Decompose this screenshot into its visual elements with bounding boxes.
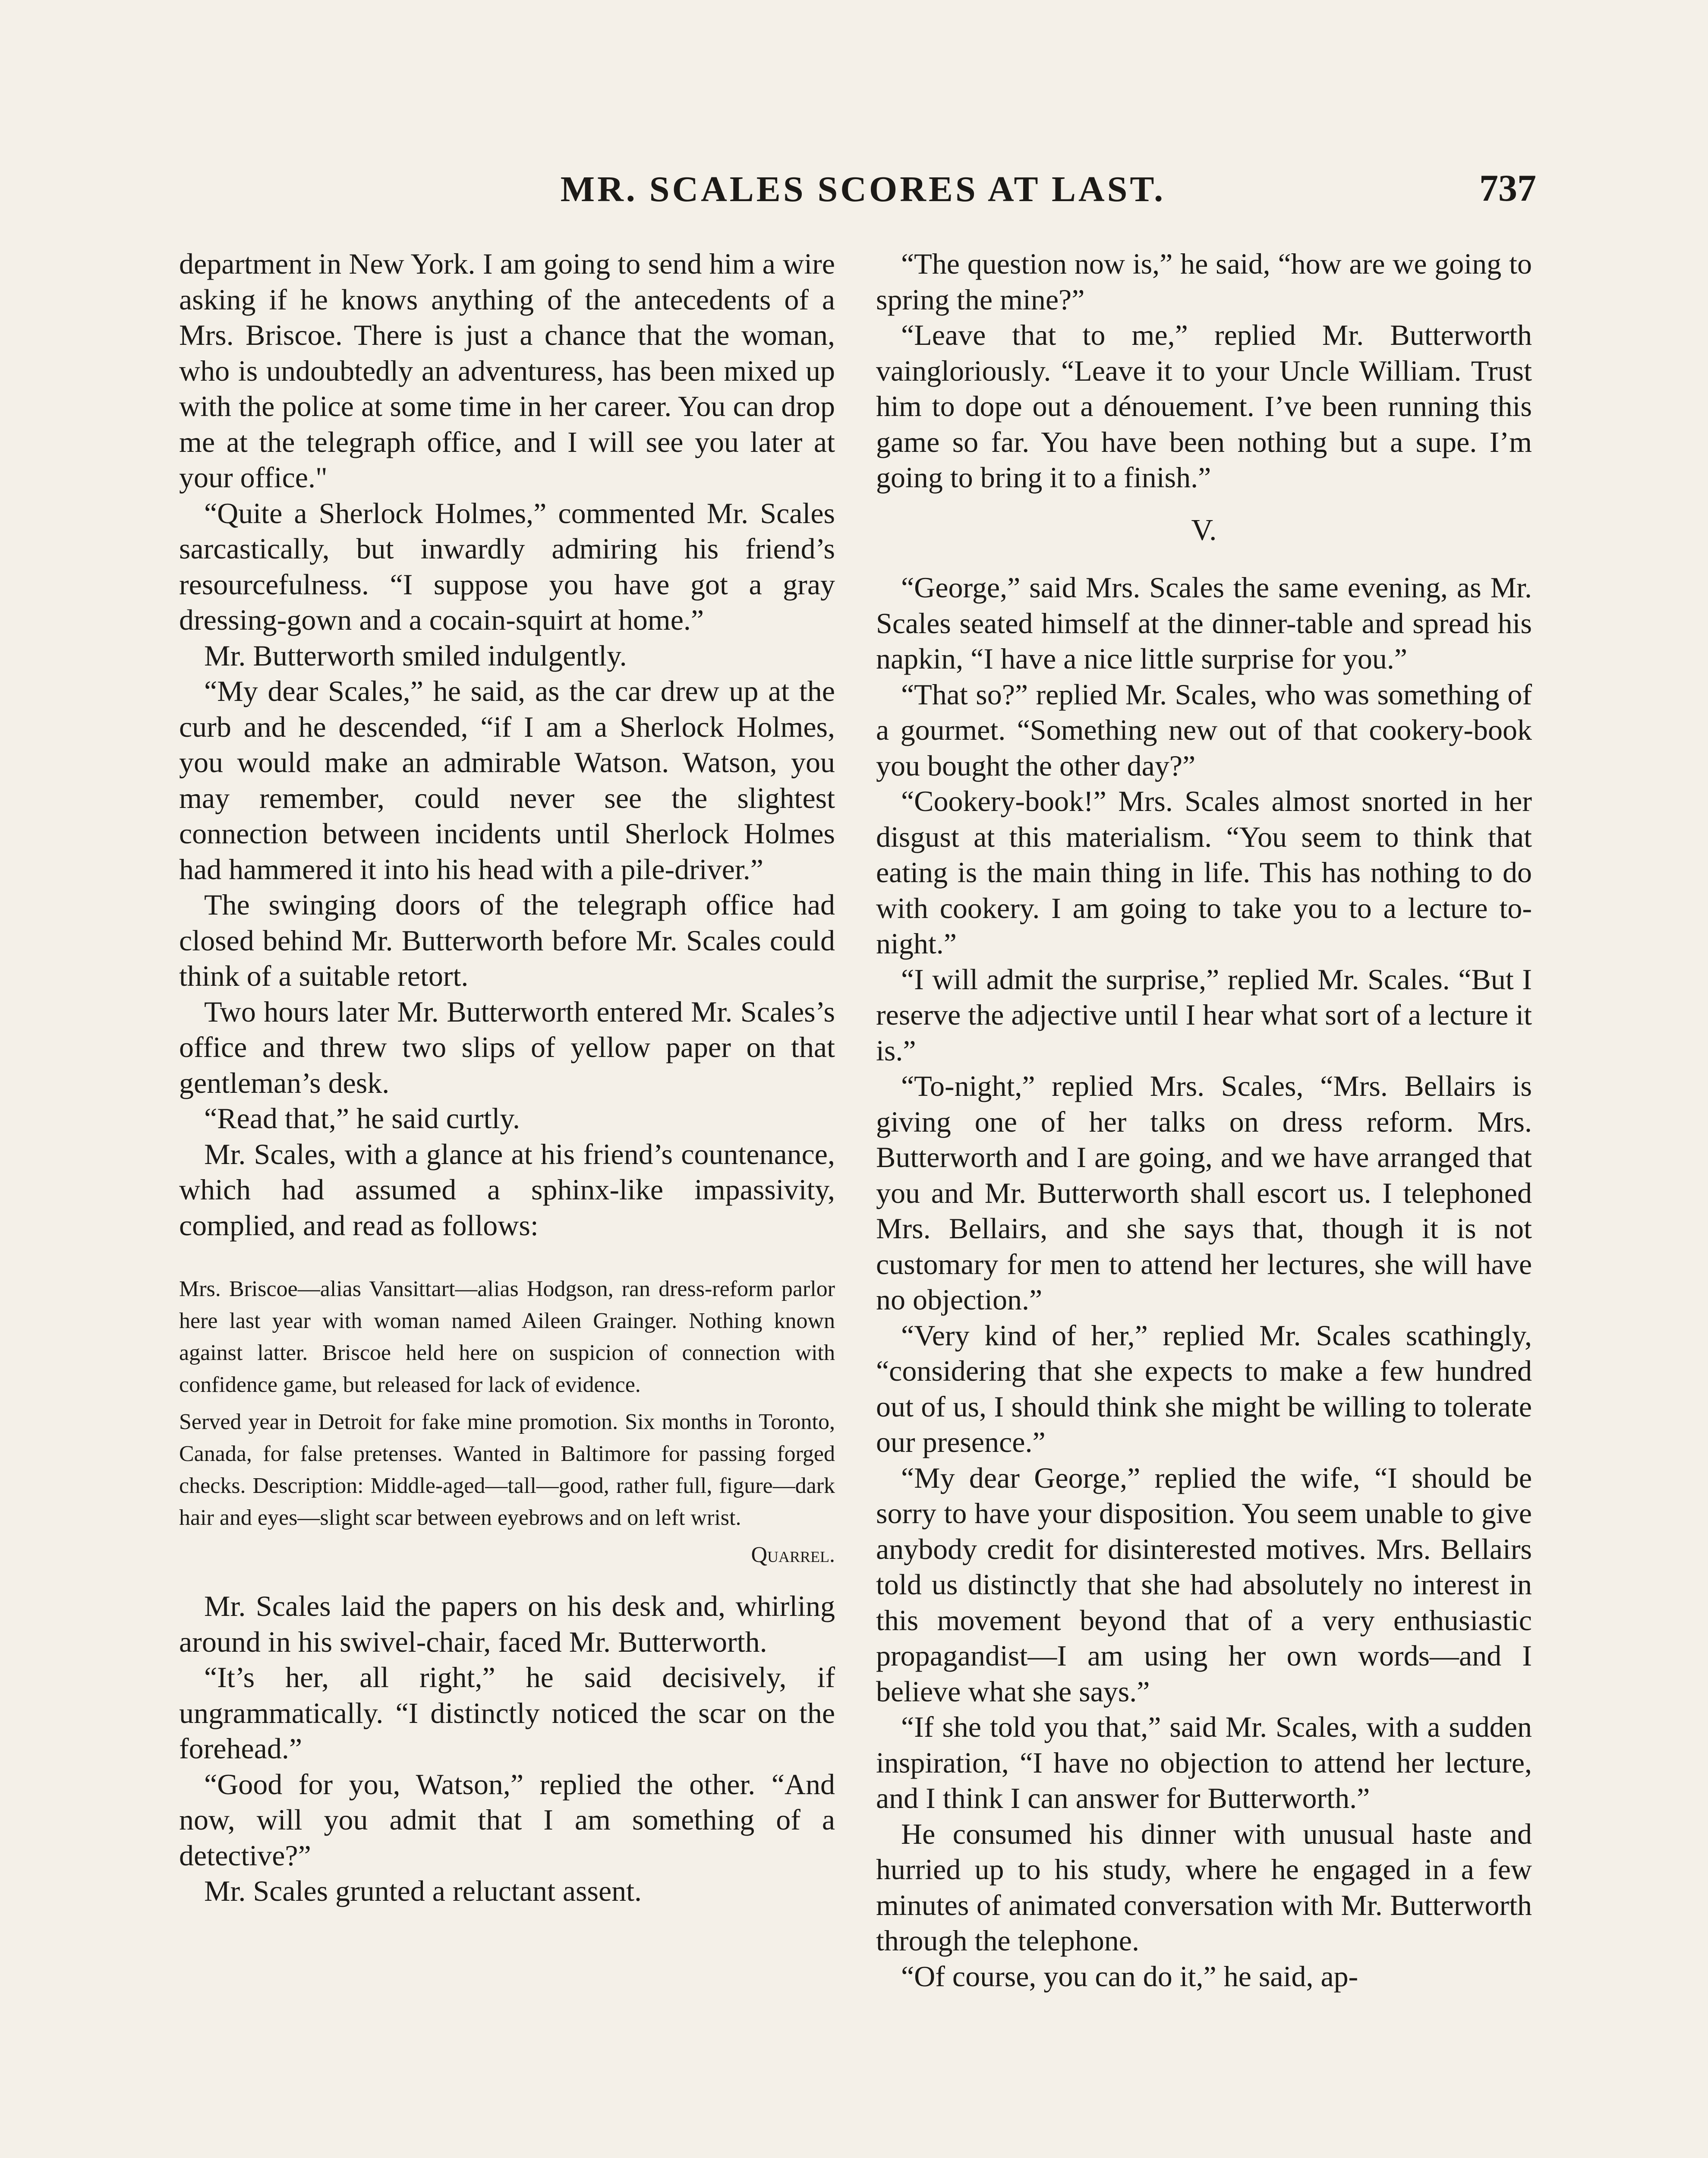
running-header-title: MR. SCALES SCORES AT LAST. <box>560 169 1166 209</box>
paragraph: Two hours later Mr. Butterworth entered Mr. Scales’s office and threw two slips of yellow paper on that gentleman’s desk. <box>179 995 835 1099</box>
paragraph: “Cookery-book!” Mrs. Scales almost snorted in her disgust at this materialism. “You seem to think that eating is the main thing in life. This has nothing to do with cookery. I am going to take you to a lecture to-night.” <box>876 785 1532 960</box>
paragraph: “To-night,” replied Mrs. Scales, “Mrs. Bellairs is giving one of her talks on dress reform. Mrs. Butterworth and I are going, and we have arranged that you and Mr. Butterworth shall escort us. I telephoned Mrs. Bellairs, and she says that, though it is not customary for men to attend her lectures, she will have no objection.” <box>876 1070 1532 1316</box>
paragraph: “Read that,” he said curtly. <box>204 1102 520 1135</box>
paragraph: “My dear George,” replied the wife, “I should be sorry to have your disposition. You seem unable to give anybody credit for disinterested motives. Mrs. Bellairs told us distinctly that she had absolutely no interest in this movement beyond that of a very enthusiastic propagandist—I am using her own words—and I believe what she says.” <box>876 1461 1532 1708</box>
paragraph: Mr. Scales, with a glance at his friend’s countenance, which had assumed a sphinx-like impassivity, complied, and read as follows: <box>179 1137 835 1242</box>
paragraph: “I will admit the surprise,” replied Mr. Scales. “But I reserve the adjective until I hear what sort of a lecture it is.” <box>876 962 1532 1067</box>
paragraph: “My dear Scales,” he said, as the car drew up at the curb and he descended, “if I am a Sherlock Holmes, you would make an admirable Watson. Watson, you may remember, could never see the slightest connection between incidents until Sherlock Holmes had hammered it into his head with a pile-driver.” <box>179 675 835 886</box>
paragraph: department in New York. I am going to send him a wire asking if he knows anything of the antecedents of a Mrs. Briscoe. There is just a chance that the woman, who is undoubtedly an adventuress, has been mixed up with the police at some time in her career. You can drop me at the telegraph office, and I will see you later at your office." <box>179 247 835 494</box>
paragraph: “Quite a Sherlock Holmes,” commented Mr. Scales sarcastically, but inwardly admiring his friend’s resourcefulness. “I suppose you have got a gray dressing-gown and a cocain-squirt at home.” <box>179 496 835 636</box>
page-number: 737 <box>1479 167 1536 209</box>
paragraph: “Good for you, Watson,” replied the other. “And now, will you admit that I am something of a detective?” <box>179 1767 835 1872</box>
paragraph: “The question now is,” he said, “how are we going to spring the mine?” <box>876 247 1532 316</box>
paragraph: Mr. Scales laid the papers on his desk and, whirling around in his swivel-chair, faced Mr. Butterworth. <box>179 1590 835 1658</box>
paragraph: He consumed his dinner with unusual haste and hurried up to his study, where he engaged in a few minutes of animated conversation with Mr. Butterworth through the telephone. <box>876 1817 1532 1957</box>
paragraph: “Of course, you can do it,” he said, ap- <box>901 1959 1358 1993</box>
paragraph: “If she told you that,” said Mr. Scales, with a sudden inspiration, “I have no objection to attend her lecture, and I think I can answer for Butterworth.” <box>876 1710 1532 1814</box>
telegram-paragraph: Mrs. Briscoe—alias Vansittart—alias Hodgson, ran dress-reform parlor here last year with woman named Aileen Grainger. Nothing known against latter. Briscoe held here on suspicion of connection with confidence game, but released for lack of evidence. <box>179 1277 835 1397</box>
paragraph: “It’s her, all right,” he said decisively, if ungrammatically. “I distinctly noticed the scar on the forehead.” <box>179 1661 835 1765</box>
paragraph: “Leave that to me,” replied Mr. Butterworth vaingloriously. “Leave it to your Uncle William. Trust him to dope out a dénouement. I’ve been running this game so far. You have been nothing but a supe. I’m going to bring it to a finish.” <box>876 319 1532 494</box>
paragraph: “Very kind of her,” replied Mr. Scales scathingly, “considering that she expects to make a few hundred out of us, I should think she might be willing to tolerate our presence.” <box>876 1319 1532 1458</box>
right-column <box>876 246 1532 1994</box>
paragraph: Mr. Butterworth smiled indulgently. <box>204 639 627 672</box>
left-column <box>179 246 835 1909</box>
paragraph: Mr. Scales grunted a reluctant assent. <box>204 1874 642 1907</box>
telegram-quote <box>179 1273 835 1571</box>
paragraph: “That so?” replied Mr. Scales, who was something of a gourmet. “Something new out of that cookery-book you bought the other day?” <box>876 678 1532 782</box>
telegram-signature: Quarrel. <box>751 1543 835 1567</box>
paragraph: “George,” said Mrs. Scales the same evening, as Mr. Scales seated himself at the dinner-table and spread his napkin, “I have a nice little surprise for you.” <box>876 571 1532 675</box>
section-numeral: V. <box>1191 513 1217 547</box>
paragraph: The swinging doors of the telegraph office had closed behind Mr. Butterworth before Mr. Scales could think of a suitable retort. <box>179 888 835 992</box>
telegram-paragraph: Served year in Detroit for fake mine promotion. Six months in Toronto, Canada, for false pretenses. Wanted in Baltimore for passing forged checks. Description: Middle-aged—tall—good, rather full, figure—dark hair and eyes—slight scar between eyebrows and on left wrist. <box>179 1410 835 1530</box>
